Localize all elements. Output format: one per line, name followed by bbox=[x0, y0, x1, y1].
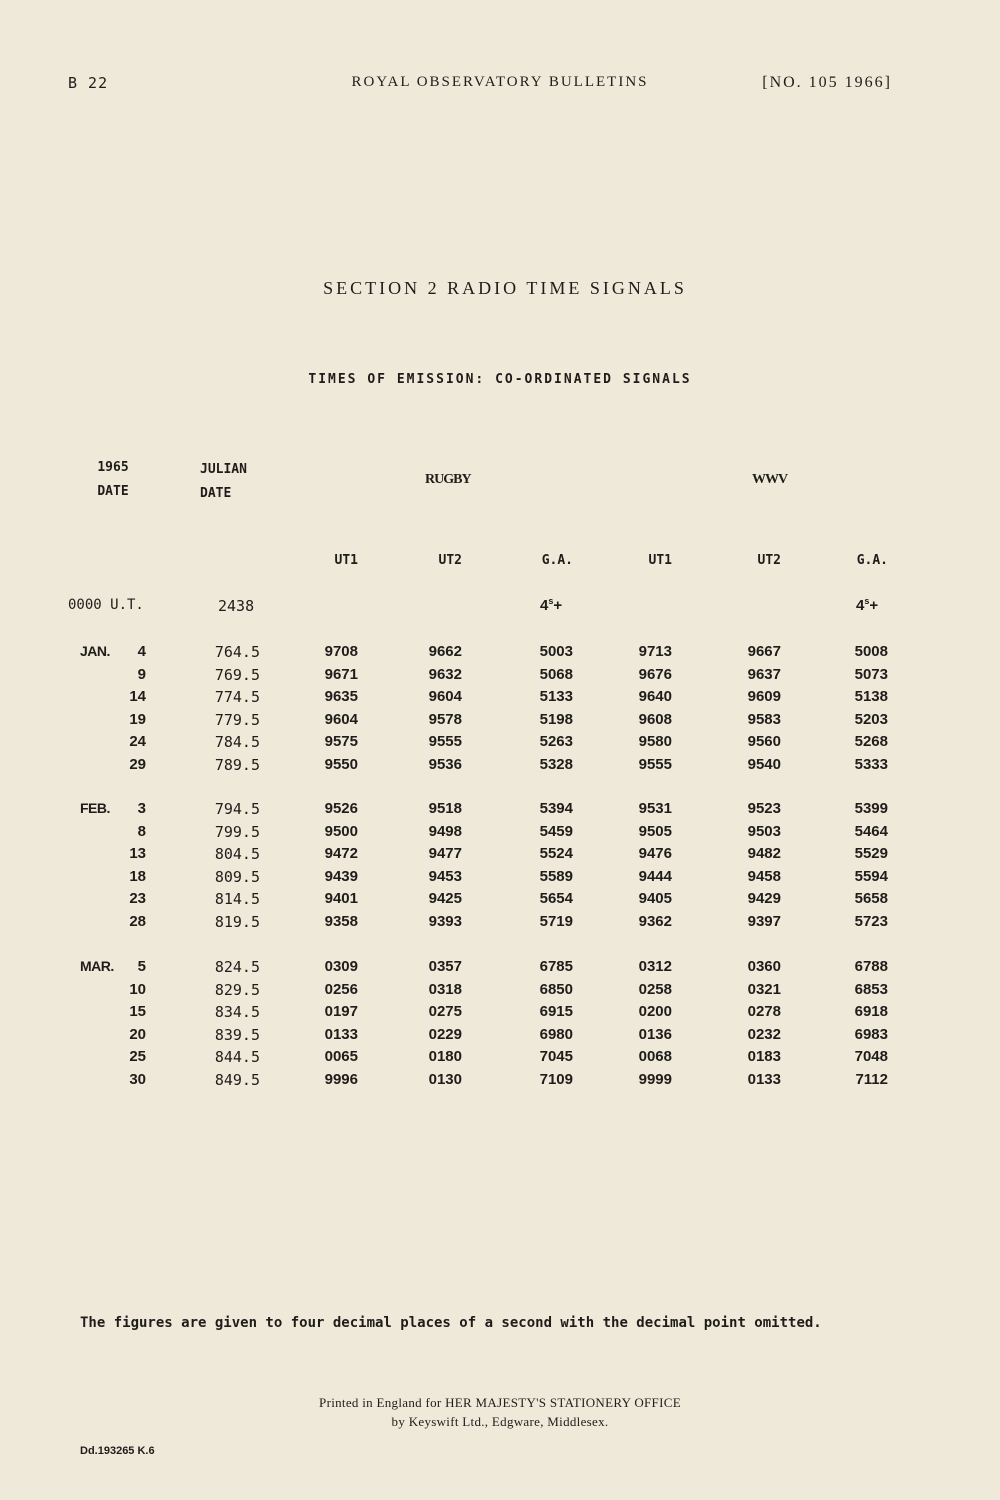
value-cell: 9453 bbox=[428, 868, 462, 885]
value-cell: 9540 bbox=[747, 756, 781, 773]
page-reference: B 22 bbox=[68, 74, 109, 92]
month-label: MAR. bbox=[80, 958, 114, 974]
sub-column-header: UT1 bbox=[648, 553, 672, 568]
value-cell: 0133 bbox=[747, 1071, 781, 1088]
value-cell: 9477 bbox=[428, 845, 462, 862]
julian-date-cell: 784.5 bbox=[214, 733, 260, 751]
value-cell: 9708 bbox=[324, 643, 358, 660]
value-cell: 9999 bbox=[638, 1071, 672, 1088]
value-cell: 6980 bbox=[539, 1026, 573, 1043]
value-cell: 9393 bbox=[428, 913, 462, 930]
value-cell: 5068 bbox=[539, 666, 573, 683]
value-cell: 9583 bbox=[747, 711, 781, 728]
julian-date-cell: 844.5 bbox=[214, 1048, 260, 1066]
date-header-line1: 1965 bbox=[97, 460, 129, 475]
value-cell: 5003 bbox=[539, 643, 573, 660]
sub-column-header: G.A. bbox=[856, 553, 888, 568]
day-cell: 30 bbox=[129, 1071, 146, 1088]
julian-date-cell: 819.5 bbox=[214, 913, 260, 931]
date-header-line2: DATE bbox=[97, 484, 129, 499]
value-cell: 0318 bbox=[428, 981, 462, 998]
value-cell: 9580 bbox=[638, 733, 672, 750]
value-cell: 9676 bbox=[638, 666, 672, 683]
day-cell: 9 bbox=[137, 666, 146, 683]
value-cell: 5723 bbox=[854, 913, 888, 930]
value-cell: 9503 bbox=[747, 823, 781, 840]
value-cell: 5198 bbox=[539, 711, 573, 728]
value-cell: 9550 bbox=[324, 756, 358, 773]
value-cell: 0130 bbox=[428, 1071, 462, 1088]
value-cell: 9608 bbox=[638, 711, 672, 728]
value-cell: 0180 bbox=[428, 1048, 462, 1065]
value-cell: 9439 bbox=[324, 868, 358, 885]
value-cell: 0360 bbox=[747, 958, 781, 975]
sub-column-header: UT1 bbox=[334, 553, 358, 568]
rugby-group-header: RUGBY bbox=[425, 472, 471, 487]
value-cell: 6785 bbox=[539, 958, 573, 975]
printer-line-2: by Keyswift Ltd., Edgware, Middlesex. bbox=[391, 1414, 609, 1429]
value-cell: 0232 bbox=[747, 1026, 781, 1043]
value-cell: 9362 bbox=[638, 913, 672, 930]
value-cell: 5008 bbox=[854, 643, 888, 660]
sub-column-header: UT2 bbox=[757, 553, 781, 568]
month-label: JAN. bbox=[80, 643, 110, 659]
day-cell: 23 bbox=[129, 890, 146, 907]
value-cell: 9505 bbox=[638, 823, 672, 840]
value-cell: 0200 bbox=[638, 1003, 672, 1020]
sub-column-header: G.A. bbox=[541, 553, 573, 568]
value-cell: 0258 bbox=[638, 981, 672, 998]
value-cell: 5464 bbox=[854, 823, 888, 840]
base-julian-date: 2438 bbox=[218, 597, 255, 615]
value-cell: 0065 bbox=[324, 1048, 358, 1065]
value-cell: 9444 bbox=[638, 868, 672, 885]
value-cell: 9526 bbox=[324, 800, 358, 817]
value-cell: 5529 bbox=[854, 845, 888, 862]
value-cell: 0275 bbox=[428, 1003, 462, 1020]
day-cell: 24 bbox=[129, 733, 146, 750]
value-cell: 0312 bbox=[638, 958, 672, 975]
value-cell: 6918 bbox=[854, 1003, 888, 1020]
value-cell: 0136 bbox=[638, 1026, 672, 1043]
value-cell: 9555 bbox=[428, 733, 462, 750]
value-cell: 9640 bbox=[638, 688, 672, 705]
value-cell: 5133 bbox=[539, 688, 573, 705]
value-cell: 5589 bbox=[539, 868, 573, 885]
value-cell: 9604 bbox=[324, 711, 358, 728]
day-cell: 28 bbox=[129, 913, 146, 930]
value-cell: 9405 bbox=[638, 890, 672, 907]
julian-date-cell: 839.5 bbox=[214, 1026, 260, 1044]
value-cell: 7112 bbox=[855, 1071, 888, 1088]
value-cell: 9500 bbox=[324, 823, 358, 840]
printer-line-1: Printed in England for HER MAJESTY'S STATIONERY OFFICE bbox=[319, 1395, 681, 1410]
value-cell: 6915 bbox=[539, 1003, 573, 1020]
value-cell: 9604 bbox=[428, 688, 462, 705]
day-cell: 29 bbox=[129, 756, 146, 773]
day-cell: 13 bbox=[129, 845, 146, 862]
day-cell: 20 bbox=[129, 1026, 146, 1043]
day-cell: 18 bbox=[129, 868, 146, 885]
julian-date-cell: 774.5 bbox=[214, 688, 260, 706]
day-cell: 4 bbox=[137, 643, 146, 660]
value-cell: 9667 bbox=[747, 643, 781, 660]
value-cell: 0197 bbox=[324, 1003, 358, 1020]
value-cell: 5203 bbox=[854, 711, 888, 728]
value-cell: 5719 bbox=[539, 913, 573, 930]
month-label: FEB. bbox=[80, 800, 110, 816]
value-cell: 9472 bbox=[324, 845, 358, 862]
julian-column-header bbox=[200, 458, 270, 506]
value-cell: 6788 bbox=[854, 958, 888, 975]
julian-header-line1: JULIAN bbox=[200, 462, 247, 477]
value-cell: 9401 bbox=[324, 890, 358, 907]
value-cell: 5263 bbox=[539, 733, 573, 750]
value-cell: 9518 bbox=[428, 800, 462, 817]
julian-date-cell: 789.5 bbox=[214, 756, 260, 774]
value-cell: 9713 bbox=[638, 643, 672, 660]
value-cell: 5138 bbox=[854, 688, 888, 705]
value-cell: 5399 bbox=[854, 800, 888, 817]
wwv-ga-base: $4^s+$ bbox=[856, 596, 879, 614]
value-cell: 6983 bbox=[854, 1026, 888, 1043]
value-cell: 9482 bbox=[747, 845, 781, 862]
value-cell: 9358 bbox=[324, 913, 358, 930]
julian-date-cell: 764.5 bbox=[214, 643, 260, 661]
value-cell: 0256 bbox=[324, 981, 358, 998]
value-cell: 9662 bbox=[428, 643, 462, 660]
day-cell: 8 bbox=[137, 823, 146, 840]
value-cell: 9637 bbox=[747, 666, 781, 683]
base-time-label: 0000 U.T. bbox=[68, 597, 144, 613]
value-cell: 9560 bbox=[747, 733, 781, 750]
value-cell: 9458 bbox=[747, 868, 781, 885]
value-cell: 0229 bbox=[428, 1026, 462, 1043]
value-cell: 5328 bbox=[539, 756, 573, 773]
bulletin-title: ROYAL OBSERVATORY BULLETINS bbox=[351, 74, 649, 90]
value-cell: 9397 bbox=[747, 913, 781, 930]
julian-date-cell: 799.5 bbox=[214, 823, 260, 841]
value-cell: 9555 bbox=[638, 756, 672, 773]
julian-date-cell: 809.5 bbox=[214, 868, 260, 886]
value-cell: 9996 bbox=[324, 1071, 358, 1088]
julian-date-cell: 824.5 bbox=[214, 958, 260, 976]
value-cell: 6853 bbox=[854, 981, 888, 998]
value-cell: 9531 bbox=[638, 800, 672, 817]
day-cell: 14 bbox=[129, 688, 146, 705]
julian-date-cell: 814.5 bbox=[214, 890, 260, 908]
value-cell: 9523 bbox=[747, 800, 781, 817]
day-cell: 15 bbox=[129, 1003, 146, 1020]
table-subtitle: TIMES OF EMISSION: CO-ORDINATED SIGNALS bbox=[308, 372, 692, 387]
value-cell: 5654 bbox=[539, 890, 573, 907]
value-cell: 0133 bbox=[324, 1026, 358, 1043]
value-cell: 9632 bbox=[428, 666, 462, 683]
day-cell: 10 bbox=[129, 981, 146, 998]
wwv-group-header: WWV bbox=[752, 472, 788, 487]
julian-date-cell: 794.5 bbox=[214, 800, 260, 818]
value-cell: 5524 bbox=[539, 845, 573, 862]
footnote: The figures are given to four decimal places of a second with the decimal point omitted. bbox=[80, 1315, 822, 1331]
sub-column-header: UT2 bbox=[438, 553, 462, 568]
value-cell: 0068 bbox=[638, 1048, 672, 1065]
julian-date-cell: 834.5 bbox=[214, 1003, 260, 1021]
section-title: SECTION 2 RADIO TIME SIGNALS bbox=[323, 278, 687, 298]
value-cell: 9671 bbox=[324, 666, 358, 683]
julian-date-cell: 829.5 bbox=[214, 981, 260, 999]
value-cell: 9498 bbox=[428, 823, 462, 840]
value-cell: 9536 bbox=[428, 756, 462, 773]
day-cell: 3 bbox=[137, 800, 146, 817]
value-cell: 5394 bbox=[539, 800, 573, 817]
value-cell: 7045 bbox=[539, 1048, 573, 1065]
value-cell: 9578 bbox=[428, 711, 462, 728]
day-cell: 19 bbox=[129, 711, 146, 728]
julian-date-cell: 849.5 bbox=[214, 1071, 260, 1089]
rugby-ga-base: $4^s+$ bbox=[540, 596, 563, 614]
value-cell: 5594 bbox=[854, 868, 888, 885]
value-cell: 0309 bbox=[324, 958, 358, 975]
julian-header-line2: DATE bbox=[200, 486, 232, 501]
day-cell: 25 bbox=[129, 1048, 146, 1065]
value-cell: 9429 bbox=[747, 890, 781, 907]
value-cell: 9609 bbox=[747, 688, 781, 705]
issue-number: [NO. 105 1966] bbox=[762, 74, 892, 91]
value-cell: 6850 bbox=[539, 981, 573, 998]
value-cell: 0278 bbox=[747, 1003, 781, 1020]
value-cell: 7109 bbox=[539, 1071, 573, 1088]
value-cell: 0183 bbox=[747, 1048, 781, 1065]
value-cell: 0321 bbox=[747, 981, 781, 998]
value-cell: 5268 bbox=[854, 733, 888, 750]
value-cell: 0357 bbox=[428, 958, 462, 975]
value-cell: 9635 bbox=[324, 688, 358, 705]
value-cell: 5333 bbox=[854, 756, 888, 773]
value-cell: 7048 bbox=[854, 1048, 888, 1065]
print-code: Dd.193265 K.6 bbox=[80, 1445, 155, 1457]
value-cell: 9425 bbox=[428, 890, 462, 907]
value-cell: 5459 bbox=[539, 823, 573, 840]
day-cell: 5 bbox=[137, 958, 146, 975]
value-cell: 9575 bbox=[324, 733, 358, 750]
value-cell: 5073 bbox=[854, 666, 888, 683]
value-cell: 5658 bbox=[854, 890, 888, 907]
julian-date-cell: 779.5 bbox=[214, 711, 260, 729]
julian-date-cell: 804.5 bbox=[214, 845, 260, 863]
date-column-header bbox=[80, 456, 146, 504]
value-cell: 9476 bbox=[638, 845, 672, 862]
julian-date-cell: 769.5 bbox=[214, 666, 260, 684]
